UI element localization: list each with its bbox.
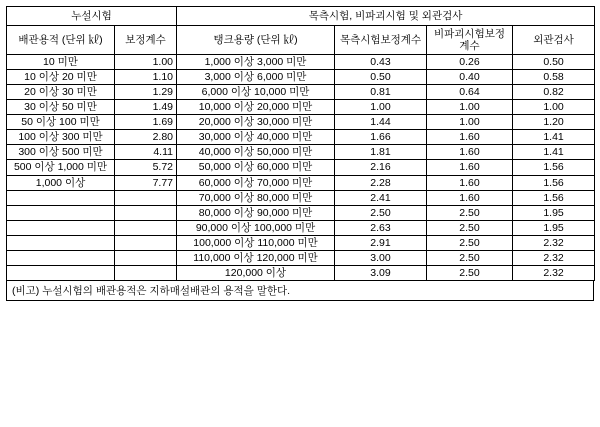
cell-correction-factor: 2.80 (115, 130, 177, 145)
cell-appearance-inspection: 1.95 (513, 220, 595, 235)
cell-tank-capacity: 110,000 이상 120,000 미만 (177, 250, 335, 265)
table-group-header-row (7, 7, 595, 26)
cell-appearance-inspection: 2.32 (513, 250, 595, 265)
cell-ndt-factor: 2.50 (427, 220, 513, 235)
cell-correction-factor: 1.00 (115, 55, 177, 70)
table-row (7, 115, 595, 130)
cell-pipe-volume: 10 미만 (7, 55, 115, 70)
cell-visual-test-factor: 1.00 (335, 100, 427, 115)
table-column-header-row (7, 26, 595, 55)
cell-visual-test-factor: 2.91 (335, 235, 427, 250)
cell-correction-factor: 4.11 (115, 145, 177, 160)
cell-visual-test-factor: 0.81 (335, 85, 427, 100)
cell-ndt-factor: 2.50 (427, 235, 513, 250)
column-header-pipe-volume: 배관용적 (단위 ㎘) (7, 26, 115, 55)
cell-ndt-factor: 1.60 (427, 175, 513, 190)
column-header-correction-factor: 보정계수 (115, 26, 177, 55)
cell-tank-capacity: 70,000 이상 80,000 미만 (177, 190, 335, 205)
table-row (7, 175, 595, 190)
cell-pipe-volume (7, 250, 115, 265)
cell-pipe-volume (7, 235, 115, 250)
cell-visual-test-factor: 2.16 (335, 160, 427, 175)
column-header-tank-capacity: 탱크용량 (단위 ㎘) (177, 26, 335, 55)
cell-pipe-volume: 300 이상 500 미만 (7, 145, 115, 160)
cell-visual-test-factor: 2.41 (335, 190, 427, 205)
cell-appearance-inspection: 1.95 (513, 205, 595, 220)
cell-appearance-inspection: 0.50 (513, 55, 595, 70)
cell-tank-capacity: 100,000 이상 110,000 미만 (177, 235, 335, 250)
document-page (0, 6, 600, 427)
column-header-ndt-factor: 비파괴시험보정계수 (427, 26, 513, 55)
cell-visual-test-factor: 0.43 (335, 55, 427, 70)
cell-tank-capacity: 6,000 이상 10,000 미만 (177, 85, 335, 100)
cell-visual-test-factor: 2.50 (335, 205, 427, 220)
group-header-inspection: 목측시험, 비파괴시험 및 외관검사 (177, 7, 595, 26)
cell-correction-factor: 1.29 (115, 85, 177, 100)
cell-appearance-inspection: 1.00 (513, 100, 595, 115)
cell-appearance-inspection: 1.41 (513, 130, 595, 145)
cell-appearance-inspection: 0.82 (513, 85, 595, 100)
table-note: (비고) 누설시험의 배관용적은 지하매설배관의 용적을 말한다. (6, 281, 594, 301)
cell-visual-test-factor: 0.50 (335, 70, 427, 85)
cell-correction-factor (115, 205, 177, 220)
correction-factor-table (6, 6, 595, 281)
cell-tank-capacity: 80,000 이상 90,000 미만 (177, 205, 335, 220)
table-row (7, 145, 595, 160)
table-row (7, 85, 595, 100)
cell-appearance-inspection: 1.20 (513, 115, 595, 130)
cell-tank-capacity: 40,000 이상 50,000 미만 (177, 145, 335, 160)
cell-pipe-volume: 1,000 이상 (7, 175, 115, 190)
cell-appearance-inspection: 2.32 (513, 265, 595, 280)
cell-pipe-volume: 500 이상 1,000 미만 (7, 160, 115, 175)
table-row (7, 205, 595, 220)
table-row (7, 130, 595, 145)
table-row (7, 235, 595, 250)
cell-ndt-factor: 0.64 (427, 85, 513, 100)
cell-appearance-inspection: 1.56 (513, 190, 595, 205)
cell-pipe-volume: 30 이상 50 미만 (7, 100, 115, 115)
column-header-visual-test-factor: 목측시험보정계수 (335, 26, 427, 55)
cell-ndt-factor: 2.50 (427, 250, 513, 265)
cell-ndt-factor: 1.60 (427, 130, 513, 145)
cell-correction-factor (115, 220, 177, 235)
cell-ndt-factor: 1.60 (427, 160, 513, 175)
cell-correction-factor (115, 250, 177, 265)
table-row (7, 100, 595, 115)
cell-tank-capacity: 120,000 이상 (177, 265, 335, 280)
cell-correction-factor (115, 190, 177, 205)
cell-pipe-volume: 10 이상 20 미만 (7, 70, 115, 85)
cell-tank-capacity: 20,000 이상 30,000 미만 (177, 115, 335, 130)
cell-pipe-volume (7, 205, 115, 220)
cell-ndt-factor: 1.60 (427, 190, 513, 205)
table-row (7, 160, 595, 175)
cell-visual-test-factor: 3.00 (335, 250, 427, 265)
cell-appearance-inspection: 1.56 (513, 160, 595, 175)
cell-visual-test-factor: 2.28 (335, 175, 427, 190)
cell-tank-capacity: 10,000 이상 20,000 미만 (177, 100, 335, 115)
cell-tank-capacity: 3,000 이상 6,000 미만 (177, 70, 335, 85)
cell-ndt-factor: 0.26 (427, 55, 513, 70)
cell-pipe-volume (7, 265, 115, 280)
cell-tank-capacity: 30,000 이상 40,000 미만 (177, 130, 335, 145)
cell-appearance-inspection: 1.56 (513, 175, 595, 190)
table-row (7, 220, 595, 235)
cell-visual-test-factor: 1.81 (335, 145, 427, 160)
cell-correction-factor (115, 235, 177, 250)
cell-visual-test-factor: 3.09 (335, 265, 427, 280)
cell-appearance-inspection: 1.41 (513, 145, 595, 160)
table-row (7, 265, 595, 280)
cell-pipe-volume: 100 이상 300 미만 (7, 130, 115, 145)
cell-ndt-factor: 1.00 (427, 100, 513, 115)
cell-correction-factor: 1.10 (115, 70, 177, 85)
cell-visual-test-factor: 2.63 (335, 220, 427, 235)
cell-ndt-factor: 1.60 (427, 145, 513, 160)
table-row (7, 250, 595, 265)
cell-ndt-factor: 2.50 (427, 205, 513, 220)
cell-pipe-volume: 50 이상 100 미만 (7, 115, 115, 130)
cell-ndt-factor: 1.00 (427, 115, 513, 130)
cell-tank-capacity: 50,000 이상 60,000 미만 (177, 160, 335, 175)
table-row (7, 55, 595, 70)
cell-tank-capacity: 1,000 이상 3,000 미만 (177, 55, 335, 70)
cell-visual-test-factor: 1.66 (335, 130, 427, 145)
cell-appearance-inspection: 2.32 (513, 235, 595, 250)
cell-ndt-factor: 2.50 (427, 265, 513, 280)
column-header-appearance-inspection: 외관검사 (513, 26, 595, 55)
cell-appearance-inspection: 0.58 (513, 70, 595, 85)
group-header-leak-test: 누설시험 (7, 7, 177, 26)
cell-correction-factor: 1.49 (115, 100, 177, 115)
cell-correction-factor (115, 265, 177, 280)
cell-pipe-volume (7, 220, 115, 235)
cell-correction-factor: 7.77 (115, 175, 177, 190)
cell-tank-capacity: 60,000 이상 70,000 미만 (177, 175, 335, 190)
cell-correction-factor: 1.69 (115, 115, 177, 130)
cell-correction-factor: 5.72 (115, 160, 177, 175)
cell-pipe-volume: 20 이상 30 미만 (7, 85, 115, 100)
table-row (7, 70, 595, 85)
cell-pipe-volume (7, 190, 115, 205)
table-row (7, 190, 595, 205)
cell-visual-test-factor: 1.44 (335, 115, 427, 130)
cell-tank-capacity: 90,000 이상 100,000 미만 (177, 220, 335, 235)
cell-ndt-factor: 0.40 (427, 70, 513, 85)
